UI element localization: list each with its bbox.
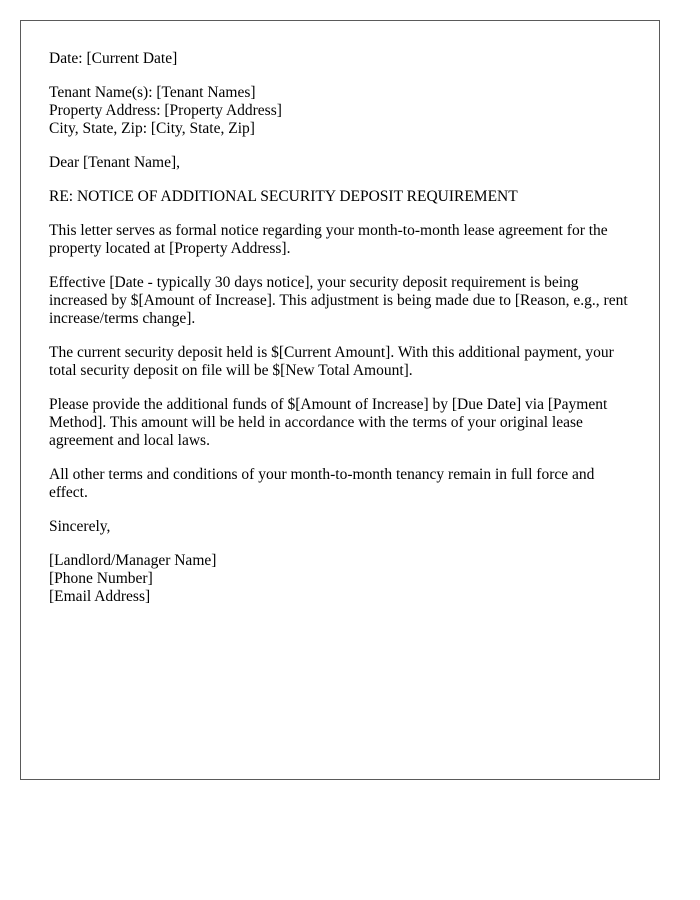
signature-phone: [Phone Number] <box>49 570 153 587</box>
date-line: Date: [Current Date] <box>49 50 178 67</box>
subject-block <box>49 188 631 206</box>
closing: Sincerely, <box>49 518 111 535</box>
paragraph-effective-increase: Effective [Date - typically 30 days notice], your security deposit requirement is being increased by $[Amount of Increase]. This adjustment is being made due to [Reason, e.g., rent increase/terms change]. <box>49 274 628 327</box>
signature-block <box>49 552 631 606</box>
recipient-block <box>49 84 631 138</box>
letter-page <box>20 20 660 780</box>
salutation: Dear [Tenant Name], <box>49 154 181 171</box>
paragraph-current-deposit: The current security deposit held is $[Current Amount]. With this additional payment, your total security deposit on file will be $[New Total Amount]. <box>49 344 614 379</box>
signature-email: [Email Address] <box>49 588 151 605</box>
city-state-zip-line: City, State, Zip: [City, State, Zip] <box>49 120 255 137</box>
property-address-line: Property Address: [Property Address] <box>49 102 282 119</box>
signature-name: [Landlord/Manager Name] <box>49 552 217 569</box>
salutation-block <box>49 154 631 172</box>
paragraph-other-terms: All other terms and conditions of your month-to-month tenancy remain in full force and effect. <box>49 466 595 501</box>
paragraph-intro: This letter serves as formal notice regarding your month-to-month lease agreement for the property located at [Property Address]. <box>49 222 608 257</box>
tenant-names-line: Tenant Name(s): [Tenant Names] <box>49 84 256 101</box>
paragraph-payment-instructions: Please provide the additional funds of $[Amount of Increase] by [Due Date] via [Payment Method]. This amount will be held in accordance with the terms of your original lease agreement and local laws. <box>49 396 608 449</box>
subject-line: RE: NOTICE OF ADDITIONAL SECURITY DEPOSIT REQUIREMENT <box>49 188 518 205</box>
date-block <box>49 50 631 68</box>
closing-block <box>49 518 631 536</box>
